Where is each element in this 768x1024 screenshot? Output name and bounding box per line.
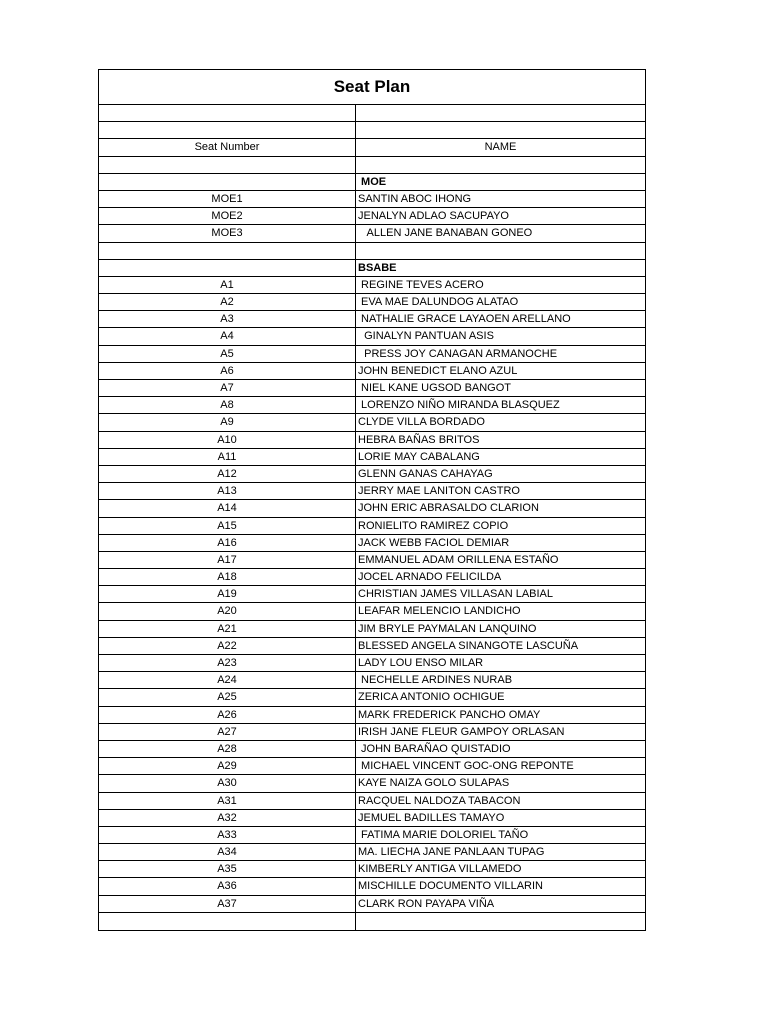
name-cell: FATIMA MARIE DOLORIEL TAÑO [358, 828, 529, 841]
table-body [99, 105, 645, 930]
seat-number-cell: A31 [99, 793, 356, 809]
section-row [99, 174, 645, 191]
seat-number-cell [99, 122, 356, 138]
seat-number-cell: A19 [99, 586, 356, 602]
name-cell: BLESSED ANGELA SINANGOTE LASCUÑA [358, 639, 579, 652]
name-cell: CLYDE VILLA BORDADO [358, 416, 485, 429]
table-row [99, 466, 645, 483]
table-row [99, 896, 645, 913]
seat-number-cell: A28 [99, 741, 356, 757]
seat-number-cell [99, 260, 356, 276]
table-row [99, 586, 645, 603]
table-row [99, 844, 645, 861]
table-row [99, 552, 645, 569]
seat-number-cell: A10 [99, 432, 356, 448]
seat-number-cell: MOE2 [99, 208, 356, 224]
name-cell: SANTIN ABOC IHONG [358, 192, 472, 205]
table-row [99, 793, 645, 810]
seat-number-cell: A4 [99, 328, 356, 344]
name-cell: JOHN BENEDICT ELANO AZUL [358, 364, 518, 377]
seat-plan-table [98, 69, 646, 931]
name-cell: CHRISTIAN JAMES VILLASAN LABIAL [358, 588, 554, 601]
blank-row [99, 122, 645, 139]
table-row [99, 569, 645, 586]
name-cell: RONIELITO RAMIREZ COPIO [358, 519, 509, 532]
seat-number-cell: A35 [99, 861, 356, 877]
table-row [99, 397, 645, 414]
name-cell [356, 122, 645, 138]
name-cell: MA. LIECHA JANE PANLAAN TUPAG [358, 846, 545, 859]
name-cell: JENALYN ADLAO SACUPAYO [358, 210, 509, 223]
table-row [99, 535, 645, 552]
seat-number-cell: A30 [99, 775, 356, 791]
name-cell: KIMBERLY ANTIGA VILLAMEDO [358, 863, 522, 876]
table-row [99, 707, 645, 724]
blank-row [99, 157, 645, 174]
name-cell [356, 913, 645, 930]
seat-number-cell: A2 [99, 294, 356, 310]
seat-number-cell: A34 [99, 844, 356, 860]
seat-number-cell: A15 [99, 518, 356, 534]
name-cell: CLARK RON PAYAPA VIÑA [358, 897, 495, 910]
table-row [99, 191, 645, 208]
table-row [99, 346, 645, 363]
table-row [99, 380, 645, 397]
seat-number-cell: A16 [99, 535, 356, 551]
name-cell: REGINE TEVES ACERO [358, 278, 484, 291]
seat-number-cell: A13 [99, 483, 356, 499]
table-row [99, 483, 645, 500]
seat-number-cell: MOE3 [99, 225, 356, 241]
table-row [99, 449, 645, 466]
table-row [99, 758, 645, 775]
name-cell: HEBRA BAÑAS BRITOS [358, 433, 480, 446]
seat-number-cell: A11 [99, 449, 356, 465]
table-row [99, 277, 645, 294]
name-cell: IRISH JANE FLEUR GAMPOY ORLASAN [358, 725, 565, 738]
table-row [99, 603, 645, 620]
seat-number-cell: A14 [99, 500, 356, 516]
table-row [99, 208, 645, 225]
table-row [99, 810, 645, 827]
table-row [99, 518, 645, 535]
table-row [99, 827, 645, 844]
seat-number-cell: A21 [99, 621, 356, 637]
name-cell: MARK FREDERICK PANCHO OMAY [358, 708, 541, 721]
table-row [99, 500, 645, 517]
seat-number-cell: A7 [99, 380, 356, 396]
table-row [99, 724, 645, 741]
seat-number-cell: A17 [99, 552, 356, 568]
seat-number-cell: A32 [99, 810, 356, 826]
section-label: MOE [358, 175, 387, 188]
blank-row [99, 105, 645, 122]
table-row [99, 328, 645, 345]
section-label: BSABE [358, 261, 397, 274]
table-row [99, 861, 645, 878]
seat-number-cell: A22 [99, 638, 356, 654]
seat-number-cell: A36 [99, 878, 356, 894]
seat-number-cell: A29 [99, 758, 356, 774]
table-row [99, 638, 645, 655]
table-row [99, 311, 645, 328]
section-row [99, 260, 645, 277]
seat-number-cell [99, 243, 356, 259]
name-cell: EMMANUEL ADAM ORILLENA ESTAÑO [358, 553, 559, 566]
name-header: NAME [484, 141, 517, 154]
seat-number-header: Seat Number [99, 139, 356, 155]
seat-number-cell [99, 105, 356, 121]
blank-row [99, 243, 645, 260]
name-cell: MICHAEL VINCENT GOC-ONG REPONTE [358, 760, 574, 773]
page-title: Seat Plan [99, 70, 645, 105]
name-cell: ZERICA ANTONIO OCHIGUE [358, 691, 505, 704]
name-cell: EVA MAE DALUNDOG ALATAO [358, 296, 519, 309]
seat-number-cell: A12 [99, 466, 356, 482]
table-row [99, 689, 645, 706]
table-row [99, 775, 645, 792]
table-row [99, 741, 645, 758]
seat-number-cell: A5 [99, 346, 356, 362]
table-row [99, 621, 645, 638]
seat-number-cell: A25 [99, 689, 356, 705]
column-header-row [99, 139, 645, 156]
table-row [99, 672, 645, 689]
name-cell: JEMUEL BADILLES TAMAYO [358, 811, 505, 824]
name-cell: JERRY MAE LANITON CASTRO [358, 485, 520, 498]
seat-number-cell [99, 913, 356, 930]
table-row [99, 655, 645, 672]
blank-row [99, 913, 645, 930]
name-cell: GLENN GANAS CAHAYAG [358, 467, 493, 480]
table-row [99, 432, 645, 449]
name-cell: JIM BRYLE PAYMALAN LANQUINO [358, 622, 537, 635]
name-cell: NATHALIE GRACE LAYAOEN ARELLANO [358, 313, 571, 326]
name-cell [356, 243, 645, 259]
seat-number-cell: A8 [99, 397, 356, 413]
name-cell [356, 105, 645, 121]
seat-number-cell: A3 [99, 311, 356, 327]
name-cell [356, 157, 645, 173]
name-cell: MISCHILLE DOCUMENTO VILLARIN [358, 880, 544, 893]
name-cell: NECHELLE ARDINES NURAB [358, 674, 513, 687]
name-cell: ALLEN JANE BANABAN GONEO [358, 227, 533, 240]
name-cell: LEAFAR MELENCIO LANDICHO [358, 605, 521, 618]
seat-number-cell: A24 [99, 672, 356, 688]
table-row [99, 414, 645, 431]
name-cell: NIEL KANE UGSOD BANGOT [358, 382, 512, 394]
name-cell: JOCEL ARNADO FELICILDA [358, 571, 502, 584]
name-cell: LORENZO NIÑO MIRANDA BLASQUEZ [358, 399, 560, 412]
seat-number-cell [99, 157, 356, 173]
table-row [99, 878, 645, 895]
name-cell: LADY LOU ENSO MILAR [358, 657, 484, 669]
seat-number-cell: A27 [99, 724, 356, 740]
seat-number-cell [99, 174, 356, 190]
table-row [99, 363, 645, 380]
seat-number-cell: A37 [99, 896, 356, 912]
name-cell: PRESS JOY CANAGAN ARMANOCHE [358, 347, 558, 360]
name-cell: GINALYN PANTUAN ASIS [358, 330, 494, 343]
seat-number-cell: A20 [99, 603, 356, 619]
seat-number-cell: A26 [99, 707, 356, 723]
seat-number-cell: A18 [99, 569, 356, 585]
seat-number-cell: A1 [99, 277, 356, 293]
name-cell: JOHN ERIC ABRASALDO CLARION [358, 502, 539, 515]
table-row [99, 225, 645, 242]
seat-number-cell: A33 [99, 827, 356, 843]
seat-number-cell: A23 [99, 655, 356, 671]
name-cell: JOHN BARAÑAO QUISTADIO [358, 742, 511, 755]
seat-number-cell: MOE1 [99, 191, 356, 207]
name-cell: JACK WEBB FACIOL DEMIAR [358, 536, 510, 549]
table-row [99, 294, 645, 311]
seat-number-cell: A6 [99, 363, 356, 379]
name-cell: LORIE MAY CABALANG [358, 450, 480, 463]
name-cell: RACQUEL NALDOZA TABACON [358, 794, 521, 807]
seat-number-cell: A9 [99, 414, 356, 430]
name-cell: KAYE NAIZA GOLO SULAPAS [358, 777, 510, 790]
